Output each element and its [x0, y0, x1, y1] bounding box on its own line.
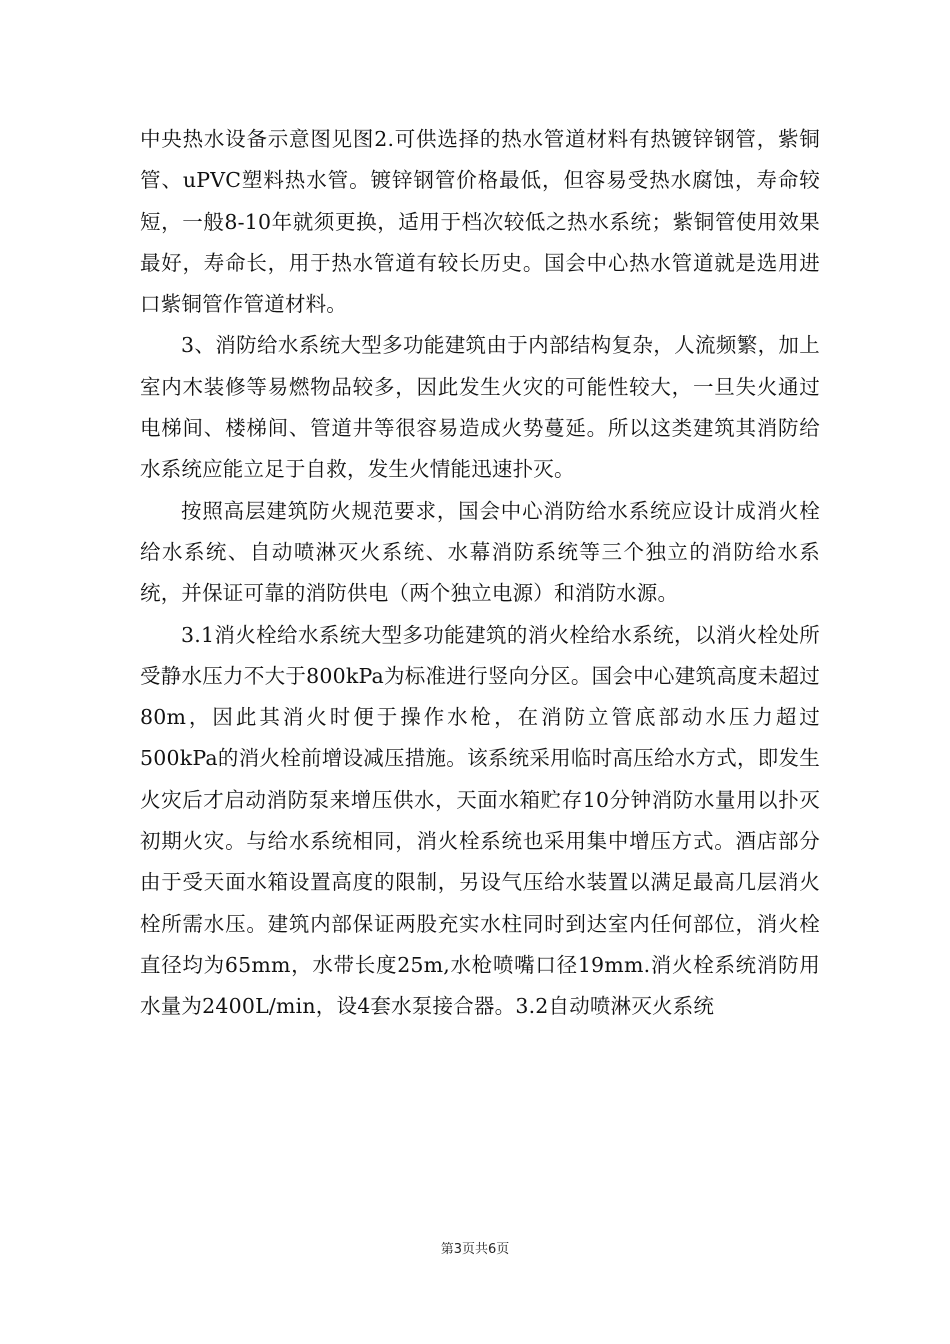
paragraph-fire-water-system: 3、消防给水系统大型多功能建筑由于内部结构复杂，人流频繁，加上室内木装修等易燃物品较多，因此发生火灾的可能性较大，一旦失火通过电梯间、楼梯间、管道井等很容易造成火势蔓延。所以这类建筑其消防给水系统应能立足于自救，发生火情能迅速扑灭。: [140, 333, 820, 482]
paragraph-fire-code-requirements: 按照高层建筑防火规范要求，国会中心消防给水系统应设计成消火栓给水系统、自动喷淋灭火系统、水幕消防系统等三个独立的消防给水系统，并保证可靠的消防供电（两个独立电源）和消防水源。: [140, 498, 820, 606]
document-body: [140, 119, 820, 1028]
paragraph-hydrant-system: 3.1消火栓给水系统大型多功能建筑的消火栓给水系统，以消火栓处所受静水压力不大于800kPa为标准进行竖向分区。国会中心建筑高度未超过80m，因此其消火时便于操作水枪，在消防立管底部动水压力超过500kPa的消火栓前增设减压措施。该系统采用临时高压给水方式，即发生火灾后才启动消防泵来增压供水，天面水箱贮存10分钟消防水量用以扑灭初期火灾。与给水系统相同，消火栓系统也采用集中增压方式。酒店部分由于受天面水箱设置高度的限制，另设气压给水装置以满足最高几层消火栓所需水压。建筑内部保证两股充实水柱同时到达室内任何部位，消火栓直径均为65mm，水带长度25m,水枪喷嘴口径19mm.消火栓系统消防用水量为2400L/min，设4套水泵接合器。3.2自动喷淋灭火系统: [140, 622, 820, 1019]
page-number-footer: 第3页共6页: [440, 1242, 510, 1257]
paragraph-hot-water-pipes: 中央热水设备示意图见图2.可供选择的热水管道材料有热镀锌钢管，紫铜管、uPVC塑料热水管。镀锌钢管价格最低，但容易受热水腐蚀，寿命较短，一般8-10年就须更换，适用于档次较低之热水系统；紫铜管使用效果最好，寿命长，用于热水管道有较长历史。国会中心热水管道就是选用进口紫铜管作管道材料。: [140, 127, 820, 317]
